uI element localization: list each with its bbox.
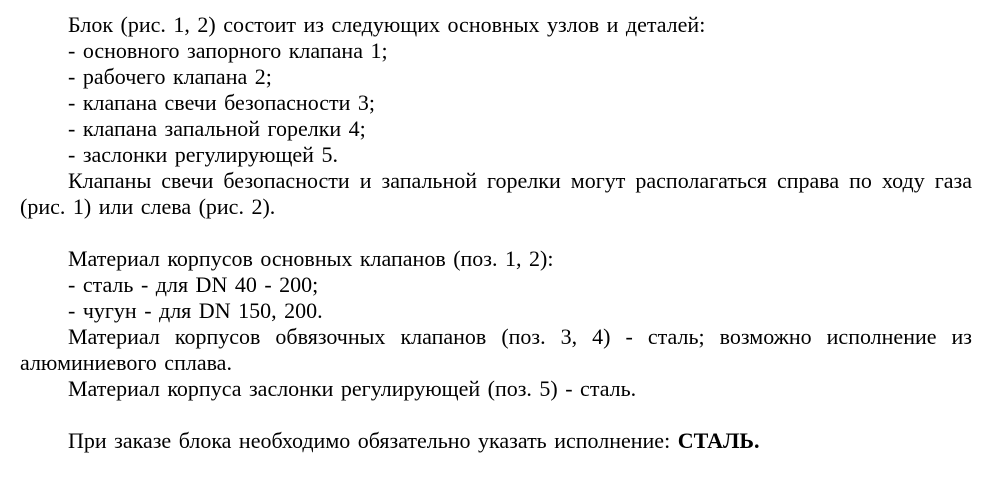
list-item: - заслонки регулирующей 5. (68, 142, 338, 167)
valve-position-note (20, 168, 972, 220)
damper-material: Материал корпуса заслонки регулирующей (поз. 5) - сталь. (68, 376, 637, 401)
list-item: - чугун - для DN 150, 200. (68, 298, 323, 323)
list-item: - сталь - для DN 40 - 200; (68, 272, 319, 297)
order-note-text: При заказе блока необходимо обязательно указать исполнение: (68, 428, 678, 453)
list-item: - основного запорного клапана 1; (68, 38, 388, 63)
materials-intro: Материал корпусов основных клапанов (поз. 1, 2): (68, 246, 554, 271)
document-body (20, 12, 972, 454)
valve-position-note-text: Клапаны свечи безопасности и запальной горелки могут располагаться справа по ходу газа (рис. 1) или слева (рис. 2). (20, 168, 972, 219)
auxiliary-valves-material (20, 324, 972, 376)
components-intro: Блок (рис. 1, 2) состоит из следующих основных узлов и деталей: (68, 12, 706, 37)
spacer (20, 220, 972, 246)
list-item: - рабочего клапана 2; (68, 64, 272, 89)
order-note-emphasis: СТАЛЬ. (677, 428, 760, 453)
list-item: - клапана запальной горелки 4; (68, 116, 366, 141)
spacer (20, 402, 972, 428)
auxiliary-valves-material-text: Материал корпусов обвязочных клапанов (поз. 3, 4) - сталь; возможно исполнение из алюминиевого сплава. (20, 324, 972, 375)
list-item: - клапана свечи безопасности 3; (68, 90, 376, 115)
order-note (20, 428, 972, 454)
